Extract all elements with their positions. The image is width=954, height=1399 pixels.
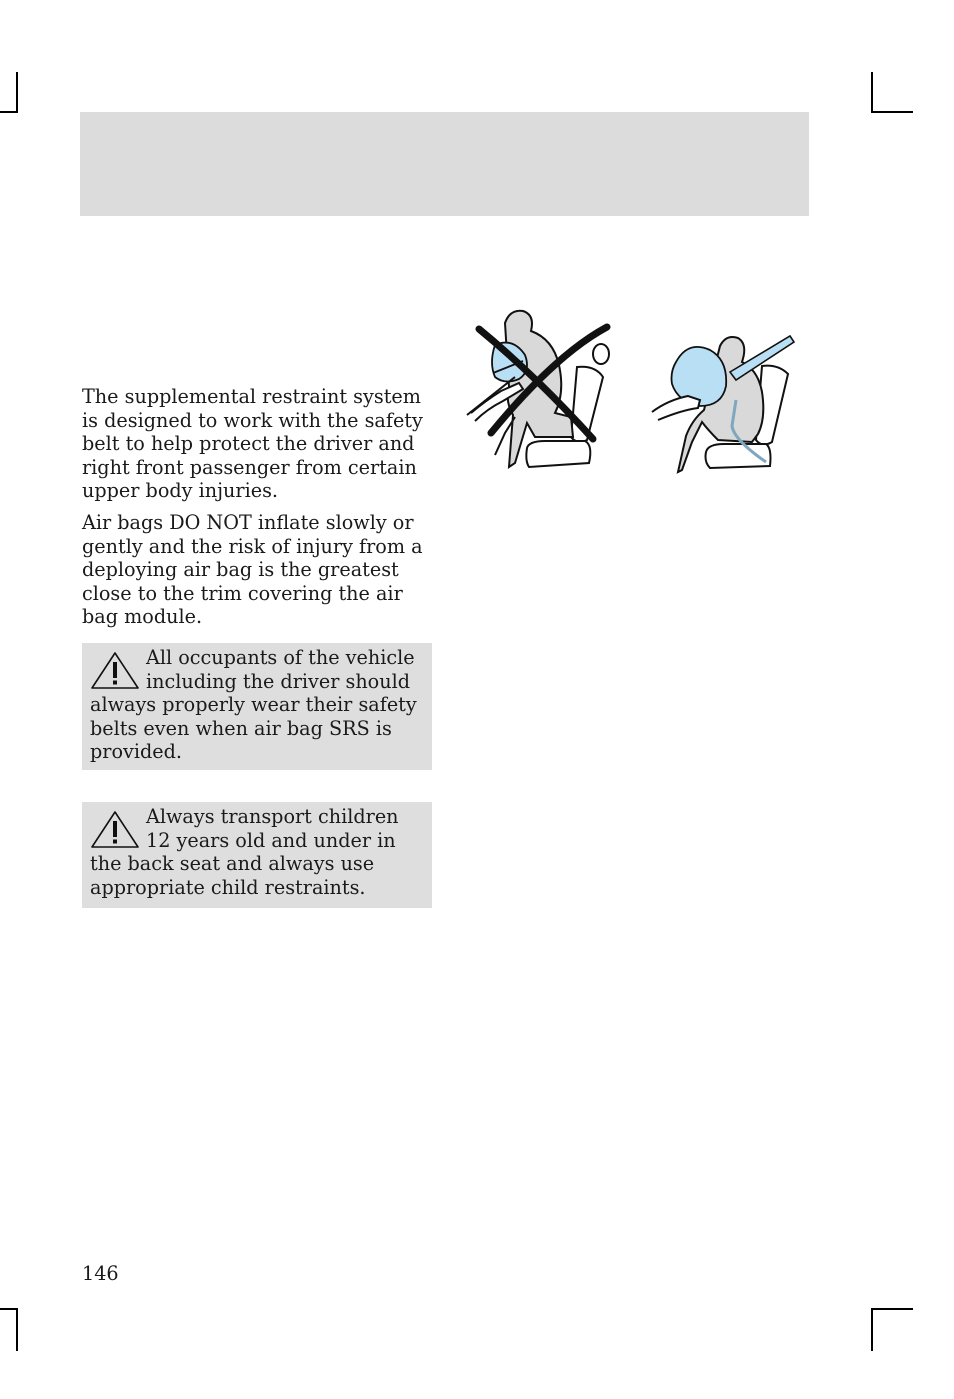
illustration-incorrect-seating [465,305,615,475]
crop-mark-bottom-left-v [16,1308,18,1351]
warning-triangle-icon [90,810,140,850]
warning-box-children [82,802,432,908]
crop-mark-bottom-right-v [871,1308,873,1351]
crop-mark-bottom-right-h [871,1308,913,1310]
warning-text-seatbelts: All occupants of the vehicle including the driver should always properly wear their safety belts even when air bag SRS is provided. [90,646,417,764]
warning-triangle-icon [90,651,140,691]
crop-mark-top-left-v [16,72,18,113]
warning-text-children: Always transport children 12 years old and under in the back seat and always use appropriate child restraints. [90,805,399,899]
illustration-correct-seating [648,330,798,478]
paragraph-airbag-risk: Air bags DO NOT inflate slowly or gently and the risk of injury from a deploying air bag is the greatest close to the trim covering the air bag module. [82,511,423,629]
crop-mark-top-right-h [871,111,913,113]
header-band [80,112,809,216]
warning-box-seatbelts [82,643,432,770]
crop-mark-top-right-v [871,72,873,113]
paragraph-srs-purpose: The supplemental restraint system is designed to work with the safety belt to help protect the driver and right front passenger from certain upper body injuries. [82,385,423,503]
page-number: 146 [82,1262,119,1285]
crop-mark-top-left-h [0,111,18,113]
